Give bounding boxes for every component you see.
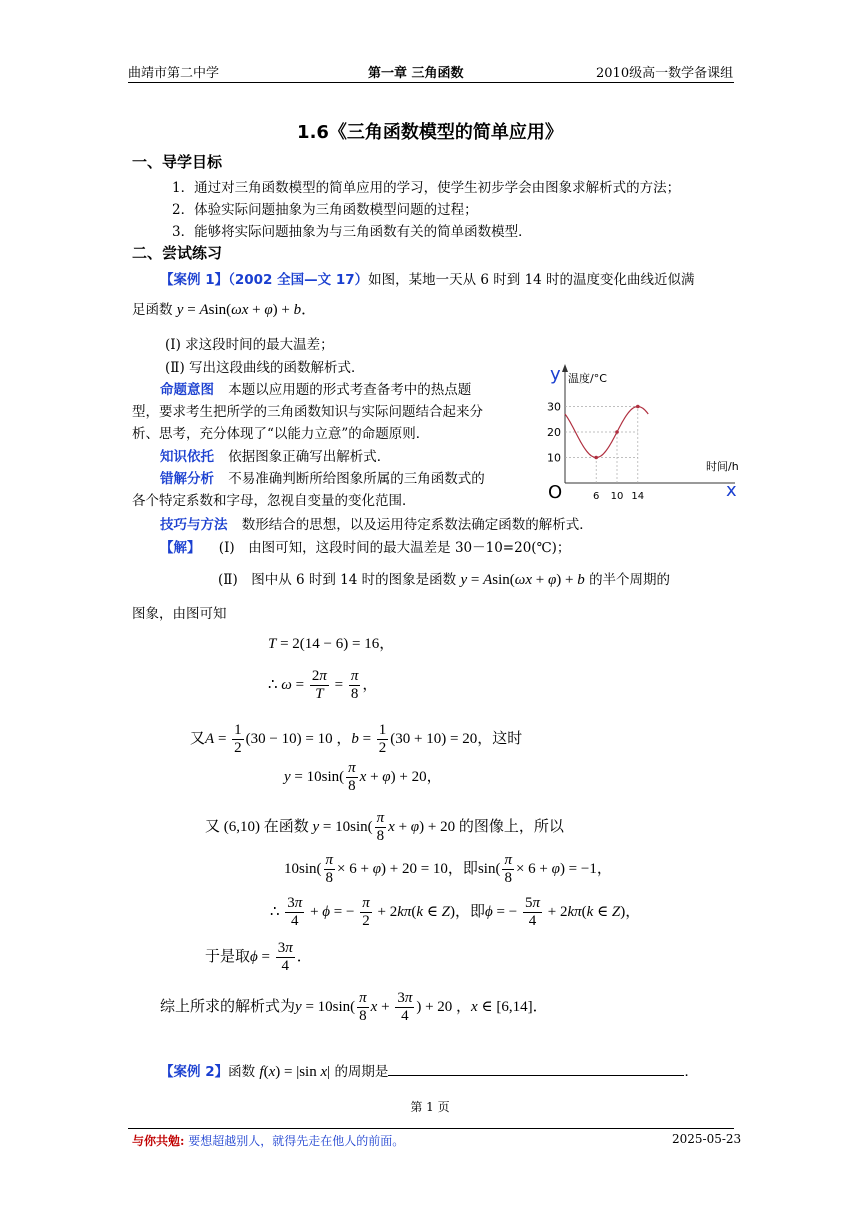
data-point-3	[594, 456, 598, 460]
solution-part-2a: (Ⅱ) 图中从 6 时到 14 时的图象是函数	[218, 572, 457, 588]
method-line	[160, 513, 593, 533]
case2-text-2: 的周期是	[334, 1064, 389, 1080]
case1-line1	[160, 268, 695, 288]
basis-label: 知识依托	[160, 449, 214, 465]
formula-omega: ∴ ω = $\frac{2\pi}{T}$ = $\frac{\pi}{8}$ ，	[268, 668, 378, 702]
text-you-1: 又	[190, 730, 206, 747]
x-tick-label-2: 14	[631, 491, 645, 502]
temperature-chart	[540, 358, 740, 508]
text-you-2: 又 (6,10) 在函数	[205, 818, 309, 835]
motto-text: 要想超越别人，就得先走在他人的前面。	[188, 1134, 405, 1148]
footer-date: 2025-05-23	[672, 1132, 742, 1146]
case2-line: 【案例 2】函数 f(x) = |sin x| 的周期是 ．	[160, 1060, 698, 1081]
case2-label: 【案例 2】	[160, 1064, 229, 1080]
case1-text-2: 足函数	[132, 302, 173, 318]
text-ji-2: ，即	[455, 903, 486, 920]
text-yushi: 于是取	[205, 948, 251, 965]
formula-phi-choice: 于是取ϕ = $\frac{3\pi}{4}$ ．	[205, 940, 312, 974]
motto-label: 与你共勉:	[132, 1134, 185, 1148]
solution-line-2	[218, 568, 670, 589]
page-number: 第 1 页	[410, 1100, 450, 1114]
case1-line2	[132, 298, 316, 319]
formula-point: 又 (6,10) 在函数 y = 10sin( $\frac{\pi}{8}$ x + φ) + 20 的图像上，所以	[205, 810, 564, 844]
text-zheshi: ，这时	[477, 730, 523, 747]
intent-text-1: 本题以应用题的形式考查备考中的热点题	[228, 382, 472, 398]
origin-label: O	[548, 482, 563, 503]
solution-part-1: (Ⅰ) 由图可知，这段时间的最大温差是 30－10=20(℃)；	[218, 540, 571, 556]
formula-summary: 综上所求的解析式为y = 10sin( $\frac{\pi}{8}$ x + $\frac{3\pi}{4}$ ) + 20 ，x ∈ [6,14]．	[160, 990, 548, 1024]
x-axis-label: 时间/h	[706, 460, 739, 473]
y-axis-arrow	[562, 364, 568, 372]
axis-x-letter: x	[726, 480, 737, 501]
case2-formula: f(x) = |sin x|	[259, 1064, 331, 1080]
intent-text-2: 型，要求考生把所学的三角函数知识与实际问题结合起来分	[132, 404, 483, 420]
footer-rule	[128, 1128, 734, 1129]
header-rule	[128, 82, 734, 83]
goal-item-2: 2．体验实际问题抽象为三角函数模型问题的过程；	[172, 202, 478, 218]
y-axis-label: 温度/°C	[568, 372, 607, 385]
question-1: (Ⅰ) 求这段时间的最大温差；	[165, 337, 334, 353]
y-tick-label-2: 30	[547, 400, 561, 414]
goal-item-3: 3．能够将实际问题抽象为与三角函数有关的简单函数模型．	[172, 224, 532, 240]
data-point-7	[636, 405, 640, 409]
question-2: (Ⅱ) 写出这段曲线的函数解析式．	[165, 360, 365, 376]
case2-text-1: 函数	[228, 1064, 256, 1080]
method-label: 技巧与方法	[160, 517, 228, 533]
footer-motto	[132, 1132, 404, 1149]
solution-label: 【解】	[160, 540, 201, 556]
formula-a-b: 又A = $\frac{1}{2}$ (30 − 10) = 10 ，b = $\frac{1}{2}$ (30 + 10) = 20，这时	[190, 722, 523, 756]
intent-text-3: 析、思考，充分体现了“以能力立意”的命题原则．	[132, 426, 430, 442]
function-formula: y = Asin(ωx + φ) + b．	[176, 302, 317, 318]
case1-label: 【案例 1】	[160, 272, 229, 288]
formula-general: y = Asin(ωx + φ) + b	[460, 572, 585, 588]
solution-line-1	[160, 536, 570, 556]
section-heading-practice: 二、尝试练习	[132, 244, 223, 262]
formula-phi-solve: ∴ $\frac{3\pi}{4}$ + ϕ = − $\frac{\pi}{2}$ + 2kπ(k ∈ Z)，即ϕ = − $\frac{5\pi}{4}$ + 2kπ(k ∈ Z)，	[270, 895, 641, 929]
error-text-2: 各个特定系数和字母，忽视自变量的变化范围．	[132, 493, 416, 509]
solution-part-2b: 的半个周期的	[589, 572, 671, 588]
answer-blank[interactable]	[388, 1061, 684, 1076]
method-text: 数形结合的思想，以及运用待定系数法确定函数的解析式．	[241, 517, 593, 533]
basis-line	[160, 445, 390, 465]
basis-text: 依据图象正确写出解析式．	[228, 449, 391, 465]
error-line-1	[160, 467, 485, 487]
header-group: 2010级高一数学备课组	[596, 66, 734, 81]
error-text-1: 不易准确判断所给图象所属的三角函数式的	[228, 471, 485, 487]
text-ji-1: ，即	[447, 860, 478, 877]
formula-substituted: y = 10sin( $\frac{\pi}{8}$ x + φ) + 20，	[284, 760, 442, 794]
case1-source: （2002 全国—文 17）	[228, 272, 369, 288]
intent-line-1	[160, 378, 471, 398]
case1-text-1: 如图，某地一天从 6 时到 14 时的温度变化曲线近似满	[368, 272, 695, 288]
page-title: 1.6《三角函数模型的简单应用》	[297, 122, 563, 143]
y-tick-label-0: 10	[547, 451, 561, 465]
x-tick-label-1: 10	[610, 491, 624, 502]
formula-period: T = 2(14 − 6) = 16，	[268, 636, 395, 652]
x-tick-label-0: 6	[593, 491, 600, 502]
goal-item-1: 1．通过对三角函数模型的简单应用的学习，使学生初步学会由图象求解析式的方法；	[172, 180, 681, 196]
data-point-5	[615, 430, 619, 434]
error-label: 错解分析	[160, 471, 214, 487]
solution-part-2c: 图象，由图可知	[132, 606, 227, 622]
section-heading-goals: 一、导学目标	[132, 153, 223, 171]
text-summary: 综上所求的解析式为	[160, 998, 296, 1015]
y-tick-label-1: 20	[547, 426, 561, 439]
text-image-so: 的图像上，所以	[458, 818, 564, 835]
header-school: 曲靖市第二中学	[128, 66, 220, 81]
header-chapter: 第一章 三角函数	[368, 66, 464, 81]
formula-equation: 10sin( $\frac{\pi}{8}$ × 6 + φ) + 20 = 10，即sin( $\frac{\pi}{8}$ × 6 + φ) = −1，	[284, 852, 612, 886]
intent-label: 命题意图	[160, 382, 214, 398]
axis-y-letter: y	[550, 364, 561, 385]
